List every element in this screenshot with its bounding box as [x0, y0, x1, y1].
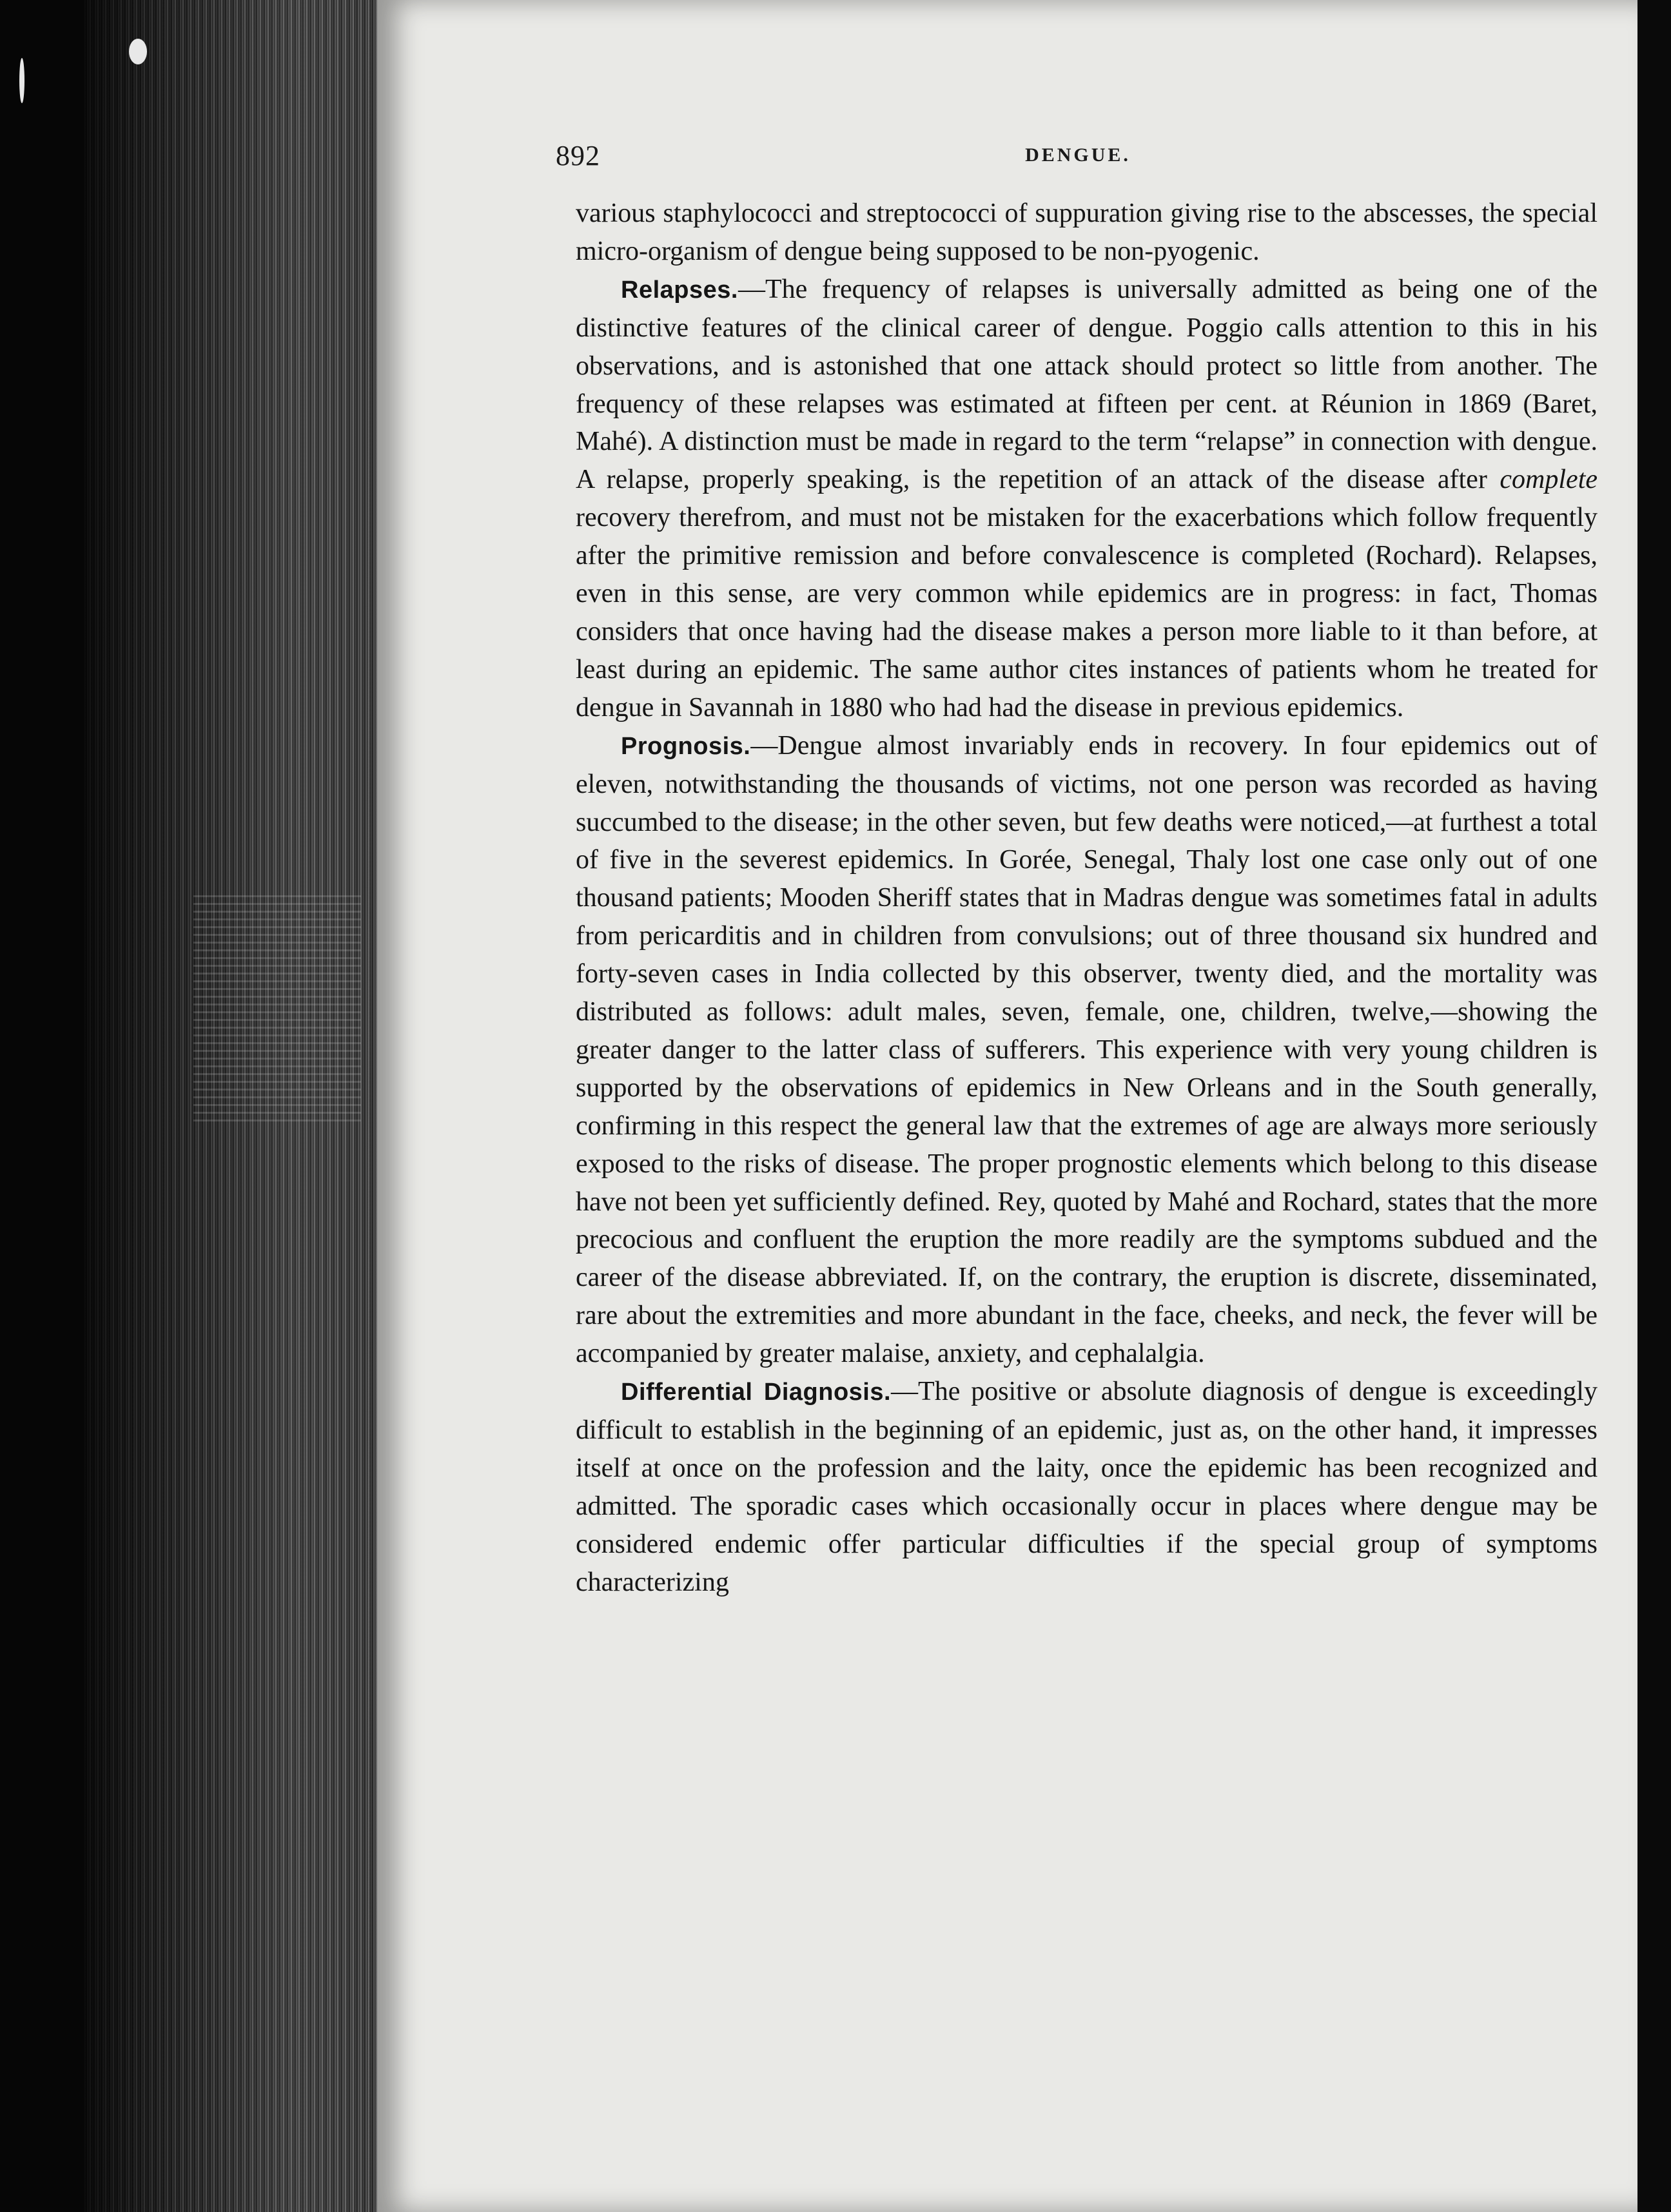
emphasis-text: complete: [1500, 465, 1598, 495]
scan-speck: [19, 58, 24, 103]
page-number: 892: [556, 140, 600, 171]
paragraph-continuation: [576, 195, 1598, 271]
paragraph-prognosis: [576, 727, 1598, 1373]
section-heading-differential-diagnosis: Differential Diagnosis.: [621, 1379, 892, 1406]
running-head: [556, 139, 1600, 178]
paragraph-text: recovery therefrom, and must not be mistaken for the exacerbations which follow frequently after the primitive remission and before convalescence is completed (Rochard). Relapses, even in this sense, are very common while epidemics are in progress: in fact, Thomas considers that once having had the disease makes a person more liable to it than before, at least during an epidemic. The same author cites instances of patients whom he treated for dengue in Savannah in 1880 who had had the disease in previous epidemics.: [576, 503, 1598, 723]
scan-speck: [129, 39, 147, 64]
body-text: [576, 195, 1598, 1602]
section-heading-prognosis: Prognosis.: [621, 732, 751, 760]
section-heading-relapses: Relapses.: [621, 276, 738, 304]
paragraph-text: various staphylococci and streptococci of suppuration giving rise to the abscesses, the special micro-organism of dengue being supposed to be non-pyogenic.: [576, 199, 1598, 266]
paragraph-differential-diagnosis: [576, 1373, 1598, 1601]
paragraph-text: —The positive or absolute diagnosis of dengue is exceedingly difficult to establish in the beginning of an epidemic, just as, on the other hand, it impresses itself at once on the profession and the laity, once the epidemic has been recognized and admitted. The sporadic cases which occasionally occur in places where dengue may be considered endemic offer particular difficulties if the special group of symptoms characterizing: [576, 1377, 1598, 1597]
page-right-edge: [1637, 0, 1671, 2212]
paragraph-relapses: [576, 271, 1598, 727]
running-title: DENGUE.: [1025, 144, 1131, 166]
paragraph-text: —Dengue almost invariably ends in recovery. In four epidemics out of eleven, notwithstanding the thousands of victims, not one person was recorded as having succumbed to the disease; in the other seven, but few deaths were noticed,—at furthest a total of five in the severest epidemics. In Gorée, Senegal, Thaly lost one case only out of one thousand patients; Mooden Sheriff states that in Madras dengue was sometimes fatal in adults from pericarditis and in children from convulsions; out of three thousand six hundred and forty-seven cases in India collected by this observer, twenty died, and the mortality was distributed as follows: adult males, seven, female, one, children, twelve,—showing the greater danger to the latter class of sufferers. This experience with very young children is supported by the observations of epidemics in New Orleans and in the South generally, confirming in this respect the general law that the extremes of age are always more seriously exposed to the risks of disease. The proper prognostic elements which belong to this disease have not been yet sufficiently defined. Rey, quoted by Mahé and Rochard, states that the more precocious and confluent the eruption the more readily are the symptoms subdued and the career of the disease abbreviated. If, on the contrary, the eruption is discrete, disseminated, rare about the extremities and more abundant in the face, cheeks, and neck, the fever will be accompanied by greater malaise, anxiety, and cephalalgia.: [576, 730, 1598, 1369]
paragraph-text: —The frequency of relapses is universally admitted as being one of the distinctive features of the clinical career of dengue. Poggio calls attention to this in his observations, and is astonished that one attack should protect so little from another. The frequency of these relapses was estimated at fifteen per cent. at Réunion in 1869 (Baret, Mahé). A distinction must be made in regard to the term “relapse” in connection with dengue. A relapse, properly speaking, is the repetition of an attack of the disease after: [576, 274, 1598, 495]
bleed-through-marks: [193, 889, 361, 1121]
